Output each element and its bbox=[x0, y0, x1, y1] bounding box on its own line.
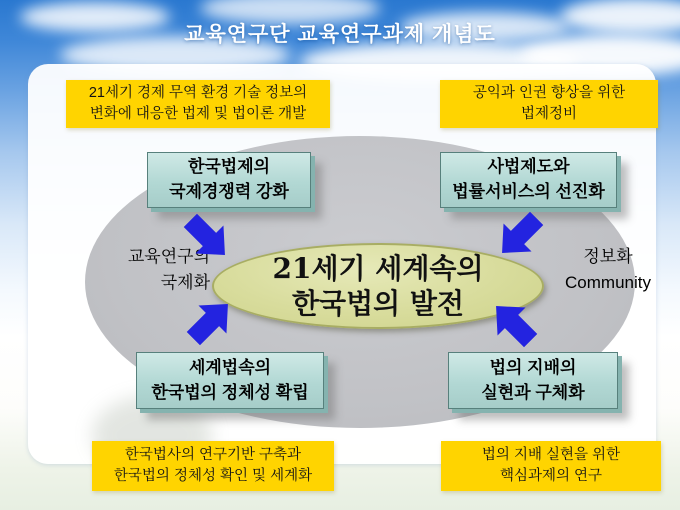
yellow-box-top-left bbox=[66, 80, 330, 128]
yellow-box-bottom-right-line1: 법의 지배 실현을 위한 bbox=[481, 446, 621, 463]
teal-box-bottom-left-line2: 한국법의 정체성 확립 bbox=[151, 382, 309, 402]
page-title: 교육연구단 교육연구과제 개념도 bbox=[184, 23, 496, 46]
yellow-box-bottom-right-line2: 핵심과제의 연구 bbox=[499, 468, 603, 484]
yellow-box-top-left-line1: 21세기 경제 무역 환경 기술 정보의 bbox=[88, 84, 308, 101]
teal-box-bottom-right bbox=[448, 352, 618, 409]
teal-box-top-right-line2: 법률서비스의 선진화 bbox=[452, 182, 605, 201]
central-goal-line2: 한국법의 발전 bbox=[291, 287, 465, 320]
teal-box-top-left bbox=[147, 152, 311, 208]
teal-box-bottom-left-line1: 세계법속의 bbox=[188, 357, 272, 377]
yellow-box-bottom-right bbox=[441, 441, 661, 491]
yellow-box-bottom-left bbox=[92, 441, 334, 491]
yellow-box-top-right-line1: 공익과 인권 향상을 위한 bbox=[472, 84, 626, 101]
yellow-box-top-left-line2: 변화에 대응한 법제 및 법이론 개발 bbox=[89, 106, 307, 122]
yellow-box-top-right bbox=[440, 80, 658, 128]
central-goal-line1: 21세기 세계속의 bbox=[272, 252, 484, 285]
right-axis-label bbox=[548, 244, 668, 295]
teal-box-bottom-right-line1: 법의 지배의 bbox=[489, 357, 577, 377]
left-axis-label-line1: 교육연구의 bbox=[127, 247, 210, 266]
teal-box-bottom-right-line2: 실현과 구체화 bbox=[481, 382, 585, 402]
yellow-box-top-right-line2: 법제정비 bbox=[520, 106, 578, 122]
right-axis-label-line2: Community bbox=[565, 272, 651, 292]
right-axis-label-line1: 정보화 bbox=[583, 247, 633, 266]
teal-box-top-left-line1: 한국법제의 bbox=[187, 157, 271, 177]
teal-box-top-right-line1: 사법제도와 bbox=[487, 157, 570, 177]
left-axis-label-line2: 국제화 bbox=[160, 272, 210, 292]
yellow-box-bottom-left-line1: 한국법사의 연구기반 구축과 bbox=[124, 446, 302, 463]
teal-box-top-right bbox=[440, 152, 617, 208]
yellow-box-bottom-left-line2: 한국법의 정체성 확인 및 세계화 bbox=[113, 468, 313, 484]
teal-box-bottom-left bbox=[136, 352, 324, 409]
teal-box-top-left-line2: 국제경쟁력 강화 bbox=[169, 182, 289, 201]
